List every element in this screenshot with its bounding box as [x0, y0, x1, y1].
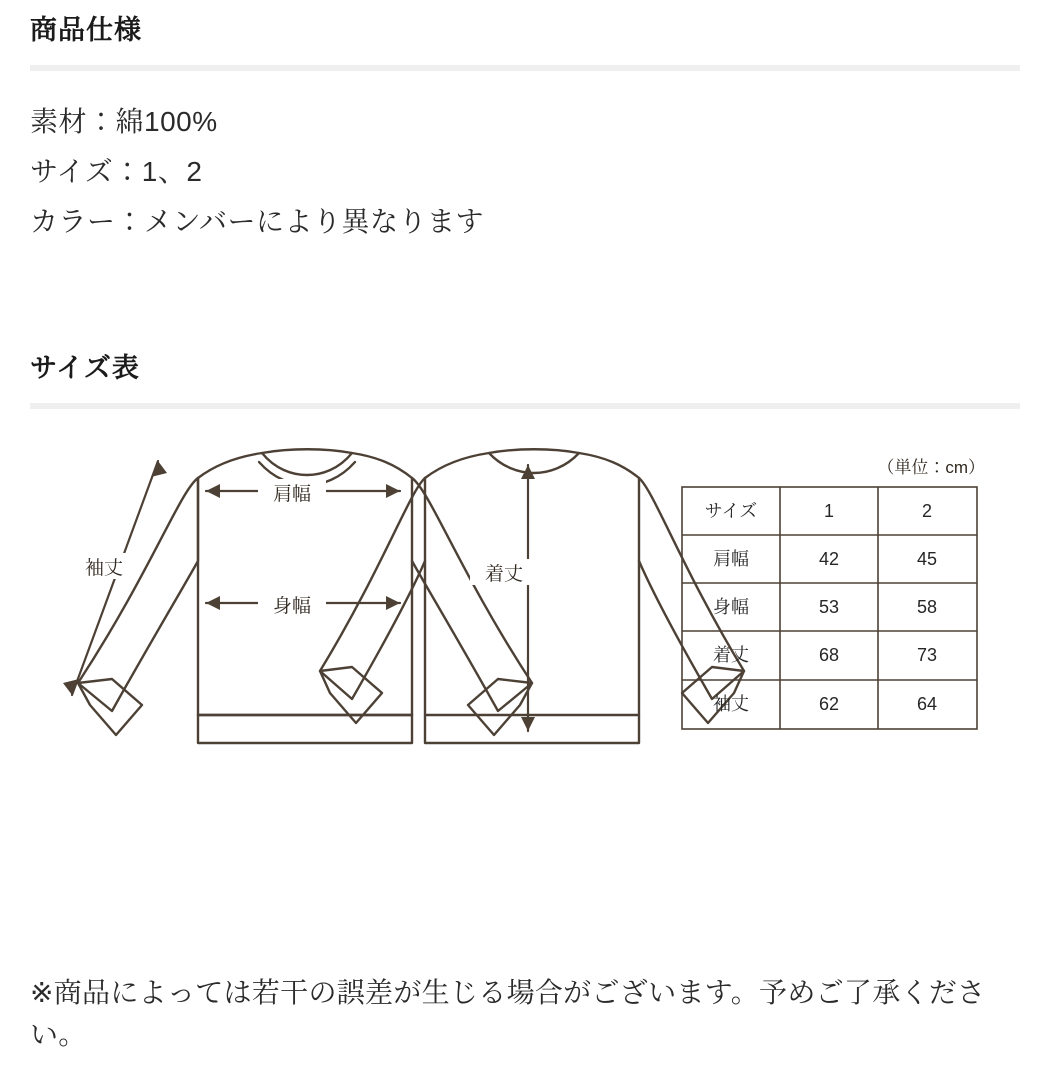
table-cell-shoulder-1: 42 [818, 549, 840, 570]
table-header-size-2: 2 [921, 501, 933, 522]
spec-list [30, 97, 1020, 246]
table-cell-chest-1: 53 [818, 597, 840, 618]
table-row-label-chest: 身幅 [713, 597, 749, 618]
spec-section-title: 商品仕様 [30, 15, 142, 45]
spec-line-size: サイズ：1、2 [30, 155, 203, 187]
size-chart-section-title: サイズ表 [30, 353, 140, 384]
spacer [30, 246, 1020, 338]
disclaimer-note: ※商品によっては若干の誤差が生じる場合がございます。予めご了承ください。 [30, 977, 986, 1050]
table-cell-chest-2: 58 [916, 597, 938, 618]
label-chest-width: 身幅 [272, 596, 312, 618]
table-row-label-shoulder: 肩幅 [713, 549, 749, 570]
table-row-label-sleeve: 袖丈 [713, 694, 749, 715]
label-sleeve-length: 袖丈 [84, 558, 124, 580]
spec-divider [30, 65, 1020, 71]
label-body-length: 着丈 [484, 564, 524, 586]
table-cell-sleeve-2: 64 [916, 694, 938, 715]
sweatshirt-back-illustration [295, 450, 744, 744]
table-header-size-1: 1 [823, 501, 835, 522]
table-row-label-length: 着丈 [713, 645, 749, 666]
table-cell-sleeve-1: 62 [818, 694, 840, 715]
label-shoulder-width: 肩幅 [272, 484, 312, 506]
spec-line-material: 素材：綿100% [30, 106, 218, 137]
table-cell-shoulder-2: 45 [916, 549, 938, 570]
size-chart-divider [30, 403, 1020, 409]
size-table [682, 458, 985, 729]
spec-line-color: カラー：メンバーにより異なります [30, 205, 485, 237]
table-header-size: サイズ [704, 501, 758, 522]
table-cell-length-2: 73 [916, 645, 938, 666]
unit-label: （単位：cm） [877, 458, 985, 478]
table-cell-length-1: 68 [818, 645, 840, 666]
size-chart-diagram [30, 443, 1020, 863]
